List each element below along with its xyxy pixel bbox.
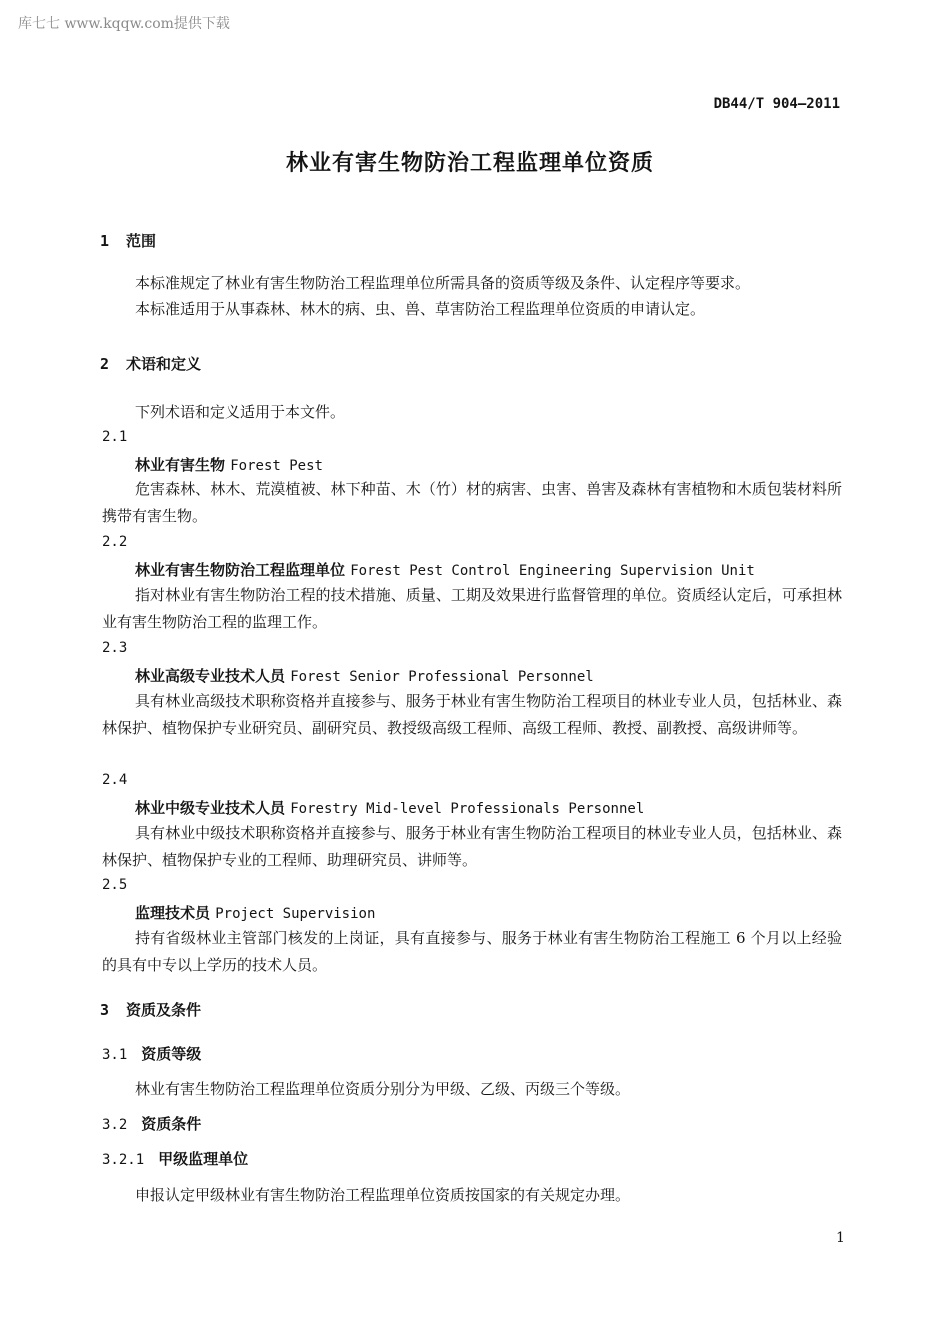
term-definition: 指对林业有害生物防治工程的技术措施、质量、工期及效果进行监督管理的单位。资质经认定后，可承担林业有害生物防治工程的监理工作。 xyxy=(102,586,842,631)
section-1-paragraph-2: 本标准适用于从事森林、林木的病、虫、兽、草害防治工程监理单位资质的申请认定。 xyxy=(135,300,706,318)
subsection-3-2-1-text: 申报认定甲级林业有害生物防治工程监理单位资质按国家的有关规定办理。 xyxy=(135,1186,631,1204)
section-title: 术语和定义 xyxy=(126,355,202,373)
subsection-3-1-heading xyxy=(102,1043,201,1064)
term-number: 2.3 xyxy=(102,640,128,656)
subsection-number: 3.2 xyxy=(102,1117,128,1133)
standard-code: DB44/T 904—2011 xyxy=(713,96,840,112)
term-definition: 具有林业高级技术职称资格并直接参与、服务于林业有害生物防治工程项目的林业专业人员，包括林业、森林保护、植物保护专业研究员、副研究员、教授级高级工程师、高级工程师、教授、副教授、高级讲师等。 xyxy=(102,692,842,737)
section-3-heading xyxy=(100,999,201,1020)
term-heading xyxy=(135,454,323,475)
section-2-intro: 下列术语和定义适用于本文件。 xyxy=(135,403,346,421)
subsection-title: 资质等级 xyxy=(141,1045,202,1063)
term-number: 2.5 xyxy=(102,877,128,893)
term-en: Forestry Mid-level Professionals Personnel xyxy=(290,801,645,817)
term-cn: 林业有害生物防治工程监理单位 xyxy=(135,561,346,579)
subsection-3-1-text: 林业有害生物防治工程监理单位资质分别分为甲级、乙级、丙级三个等级。 xyxy=(135,1080,631,1098)
term-heading xyxy=(135,902,375,923)
term-definition: 具有林业中级技术职称资格并直接参与、服务于林业有害生物防治工程项目的林业专业人员，包括林业、森林保护、植物保护专业的工程师、助理研究员、讲师等。 xyxy=(102,824,842,869)
term-number: 2.2 xyxy=(102,534,128,550)
section-number: 1 xyxy=(100,232,110,250)
subsection-title: 资质条件 xyxy=(141,1115,202,1133)
subsection-title: 甲级监理单位 xyxy=(158,1150,249,1168)
term-cn: 林业有害生物 xyxy=(135,456,226,474)
term-heading xyxy=(135,665,594,686)
subsection-3-2-1-heading xyxy=(102,1148,248,1169)
term-definition: 危害森林、林木、荒漠植被、林下种苗、木（竹）材的病害、虫害、兽害及森林有害植物和木质包装材料所携带有害生物。 xyxy=(102,480,842,525)
section-1-paragraph-1: 本标准规定了林业有害生物防治工程监理单位所需具备的资质等级及条件、认定程序等要求。 xyxy=(135,274,751,292)
page-number: 1 xyxy=(836,1230,845,1246)
section-number: 3 xyxy=(100,1001,110,1019)
section-title: 范围 xyxy=(126,232,157,250)
subsection-number: 3.1 xyxy=(102,1047,128,1063)
term-heading xyxy=(135,559,755,580)
section-number: 2 xyxy=(100,355,110,373)
term-heading xyxy=(135,797,644,818)
term-cn: 林业高级专业技术人员 xyxy=(135,667,286,685)
term-en: Forest Pest Control Engineering Supervision Unit xyxy=(350,563,755,579)
term-definition: 持有省级林业主管部门核发的上岗证，具有直接参与、服务于林业有害生物防治工程施工 6 个月以上经验的具有中专以上学历的技术人员。 xyxy=(102,929,842,974)
watermark-text: 库七七 www.kqqw.com提供下载 xyxy=(18,16,230,32)
term-cn: 监理技术员 xyxy=(135,904,211,922)
term-en: Project Supervision xyxy=(215,906,376,922)
subsection-3-2-heading xyxy=(102,1113,201,1134)
section-title: 资质及条件 xyxy=(126,1001,202,1019)
term-en: Forest Senior Professional Personnel xyxy=(290,669,594,685)
term-cn: 林业中级专业技术人员 xyxy=(135,799,286,817)
document-title: 林业有害生物防治工程监理单位资质 xyxy=(285,151,654,176)
term-en: Forest Pest xyxy=(230,458,323,474)
section-1-heading xyxy=(100,230,156,251)
term-number: 2.4 xyxy=(102,772,128,788)
subsection-number: 3.2.1 xyxy=(102,1152,145,1168)
term-number: 2.1 xyxy=(102,429,128,445)
section-2-heading xyxy=(100,353,201,374)
